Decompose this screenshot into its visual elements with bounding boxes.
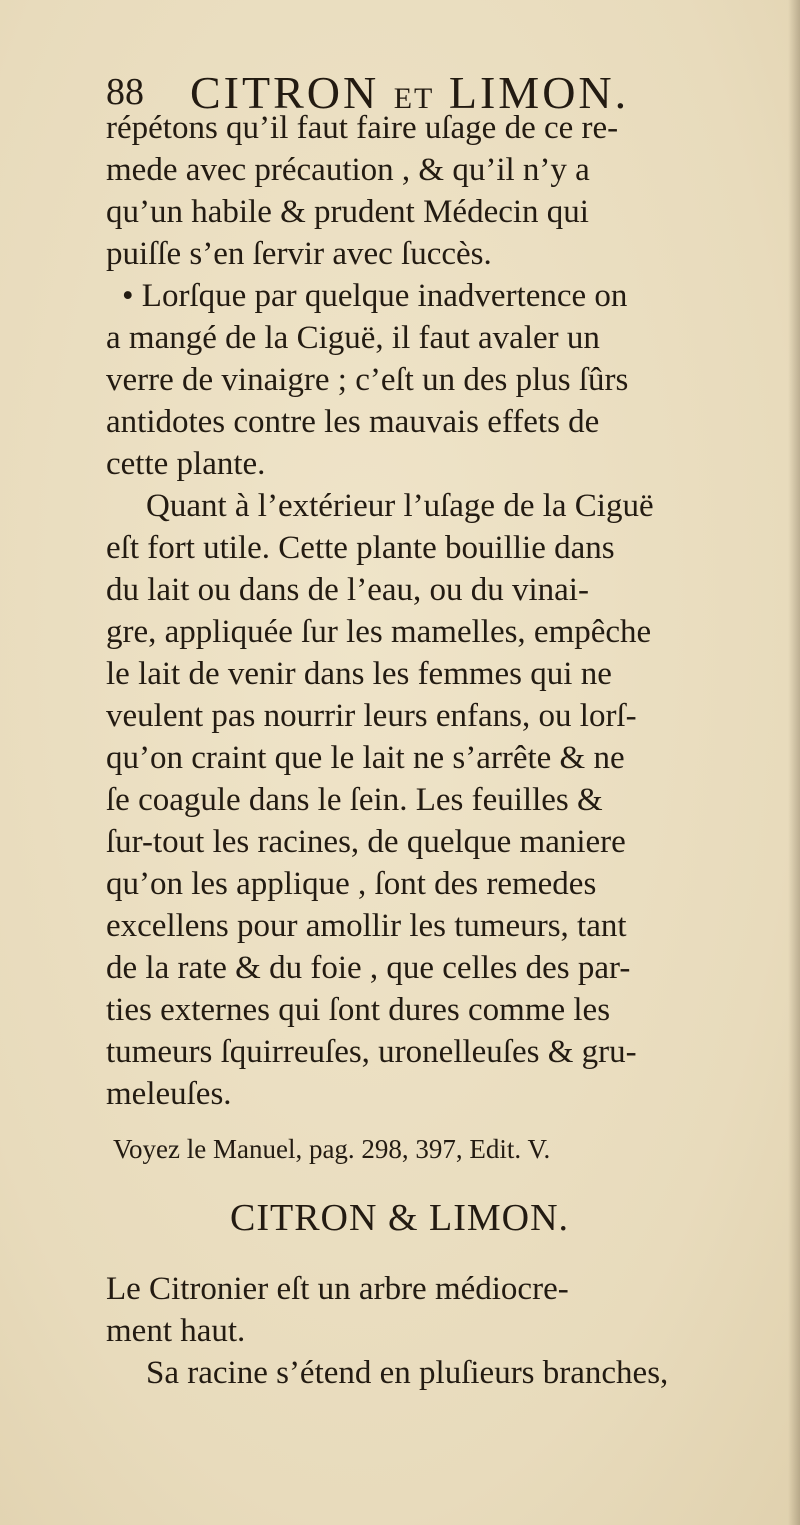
text-line: le lait de venir dans les femmes qui ne bbox=[106, 656, 612, 692]
text-line: excellens pour amollir les tumeurs, tant bbox=[106, 908, 627, 944]
text-line: verre de vinaigre ; c’eſt un des plus ſûrs bbox=[106, 362, 629, 398]
text-line: ſur-tout les racines, de quelque maniere bbox=[106, 824, 626, 860]
section-line: Le Citronier eſt un arbre médiocre- bbox=[106, 1271, 569, 1307]
page-edge-shadow bbox=[788, 0, 800, 1525]
text-line: répétons qu’il faut faire uſage de ce re- bbox=[106, 110, 619, 146]
running-title-citron: CITRON bbox=[190, 67, 380, 118]
text-line: de la rate & du foie , que celles des par- bbox=[106, 950, 631, 986]
section-line: ment haut. bbox=[106, 1313, 246, 1349]
text-line: du lait ou dans de l’eau, ou du vinai- bbox=[106, 572, 589, 608]
text-line: cette plante. bbox=[106, 446, 266, 482]
text-line: ties externes qui ſont dures comme les bbox=[106, 992, 611, 1028]
text-line: • Lorſque par quelque inadvertence on bbox=[122, 278, 628, 314]
text-line: eſt fort utile. Cette plante bouillie dans bbox=[106, 530, 615, 566]
text-line: ſe coagule dans le ſein. Les feuilles & bbox=[106, 782, 603, 818]
text-line: a mangé de la Ciguë, il faut avaler un bbox=[106, 320, 600, 356]
text-line: Quant à l’extérieur l’uſage de la Ciguë bbox=[146, 488, 654, 524]
text-line: qu’on craint que le lait ne s’arrête & ne bbox=[106, 740, 625, 776]
text-line: meleuſes. bbox=[106, 1076, 232, 1112]
page-number: 88 bbox=[106, 71, 144, 113]
section-heading: CITRON & LIMON. bbox=[230, 1197, 570, 1239]
text-line: tumeurs ſquirreuſes, uronelleuſes & gru- bbox=[106, 1034, 637, 1070]
text-line: qu’on les applique , ſont des remedes bbox=[106, 866, 597, 902]
text-line: qu’un habile & prudent Médecin qui bbox=[106, 194, 589, 230]
text-line: antidotes contre les mauvais effets de bbox=[106, 404, 600, 440]
text-line: mede avec précaution , & qu’il n’y a bbox=[106, 152, 590, 188]
text-line: gre, appliquée ſur les mamelles, empêche bbox=[106, 614, 652, 650]
section-line: Sa racine s’étend en pluſieurs branches, bbox=[146, 1355, 669, 1391]
running-title-limon: LIMON. bbox=[448, 67, 630, 118]
text-line: puiſſe s’en ſervir avec ſuccès. bbox=[106, 236, 492, 272]
text-line: veulent pas nourrir leurs enfans, ou lorſ- bbox=[106, 698, 637, 734]
running-title-et: ET bbox=[393, 82, 435, 115]
reference-note: Voyez le Manuel, pag. 298, 397, Edit. V. bbox=[113, 1134, 551, 1164]
